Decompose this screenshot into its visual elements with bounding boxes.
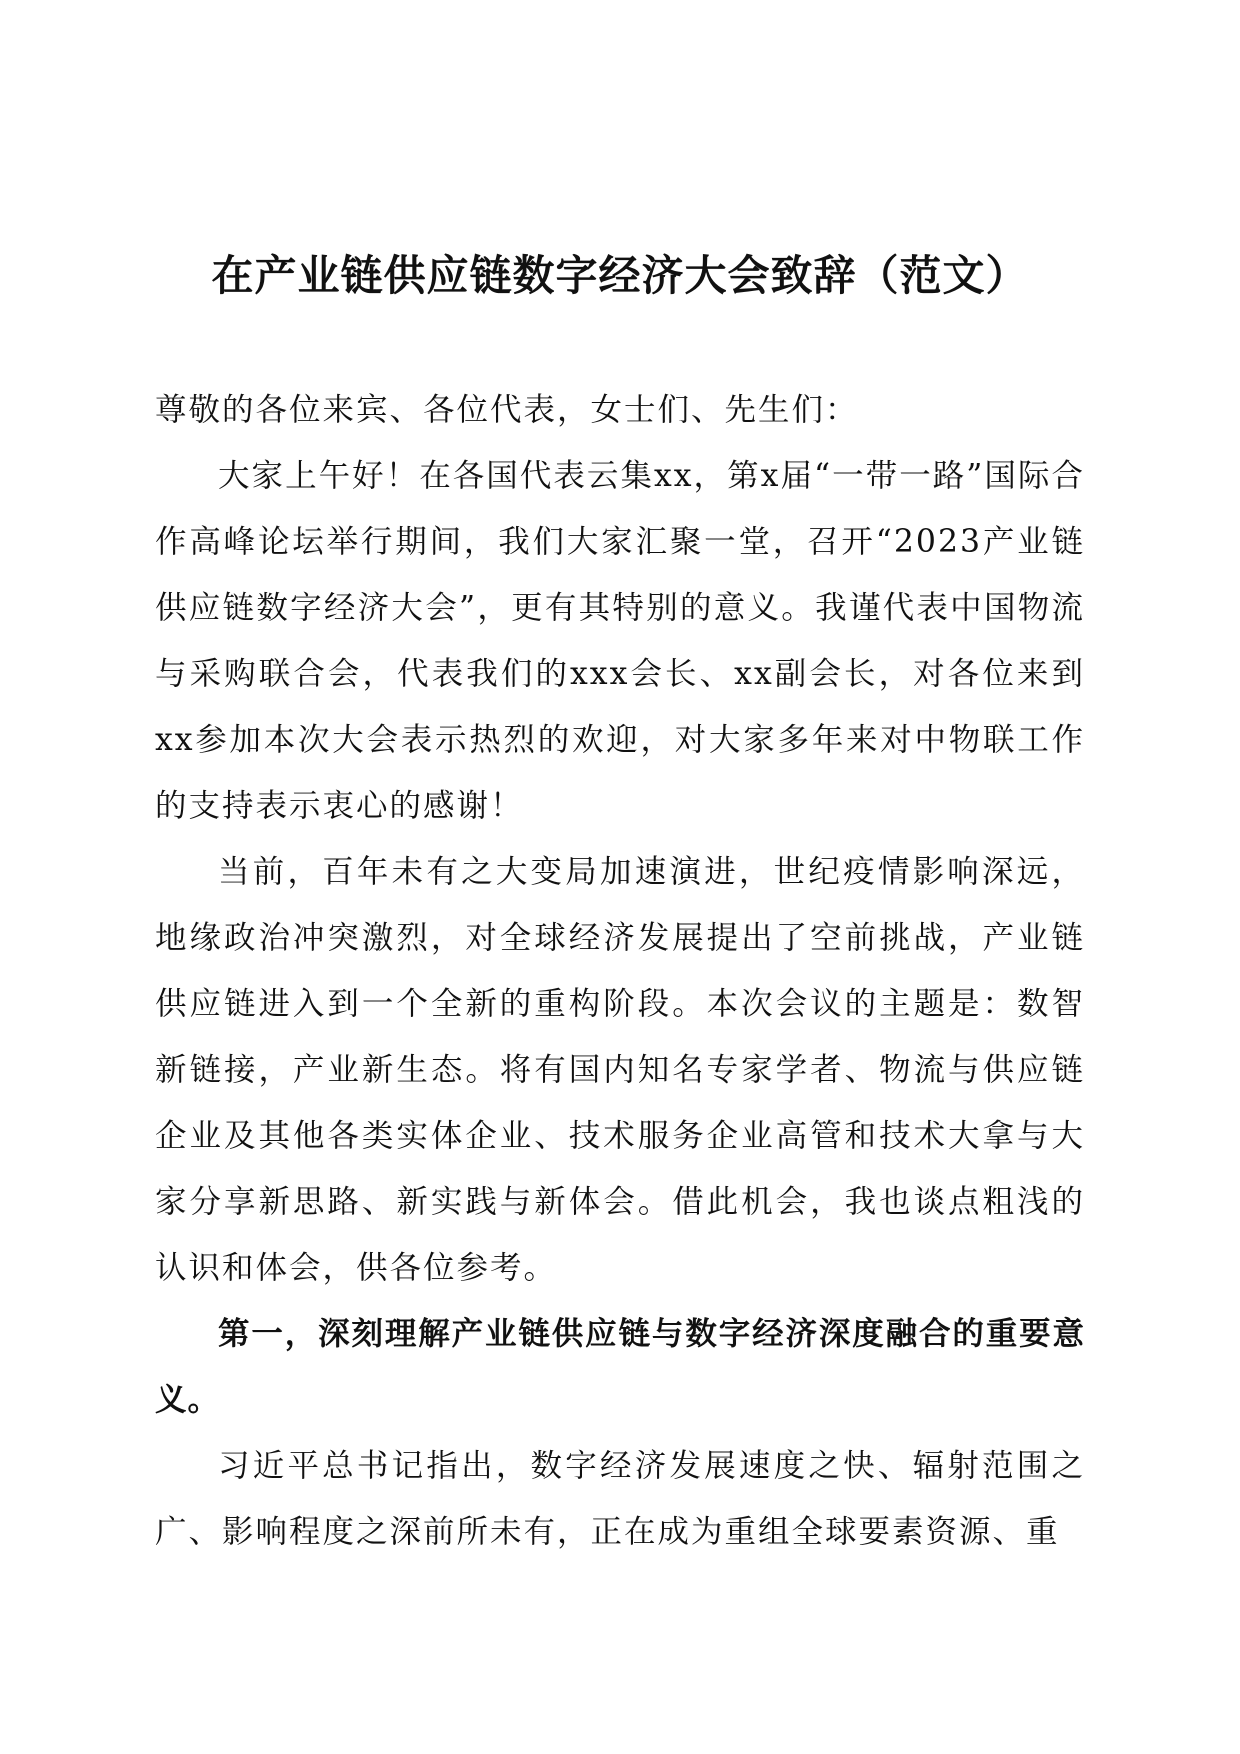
salutation: 尊敬的各位来宾、各位代表，女士们、先生们：: [155, 392, 859, 428]
section-heading: 第一，深刻理解产业链供应链与数字经济深度融合的重要意义。: [155, 1316, 1085, 1418]
paragraph-context: 当前，百年未有之大变局加速演进，世纪疫情影响深远，地缘政治冲突激烈，对全球经济发展提出了空前挑战，产业链供应链进入到一个全新的重构阶段。本次会议的主题是：数智新链接，产业新生态。将有国内知名专家学者、物流与供应链企业及其他各类实体企业、技术服务企业高管和技术大拿与大家分享新思路、新实践与新体会。借此机会，我也谈点粗浅的认识和体会，供各位参考。: [155, 854, 1085, 1286]
document-title: 在产业链供应链数字经济大会致辞（范文）: [211, 251, 1029, 300]
document-body: [155, 377, 1085, 1565]
section-paragraph: 习近平总书记指出，数字经济发展速度之快、辐射范围之广、影响程度之深前所未有，正在成为重组全球要素资源、重: [155, 1448, 1085, 1550]
paragraph-greeting: 大家上午好！在各国代表云集xx，第x届“一带一路”国际合作高峰论坛举行期间，我们大家汇聚一堂，召开“2023产业链供应链数字经济大会”，更有其特别的意义。我谨代表中国物流与采购联合会，代表我们的xxx会长、xx副会长，对各位来到xx参加本次大会表示热烈的欢迎，对大家多年来对中物联工作的支持表示衷心的感谢！: [155, 458, 1085, 824]
